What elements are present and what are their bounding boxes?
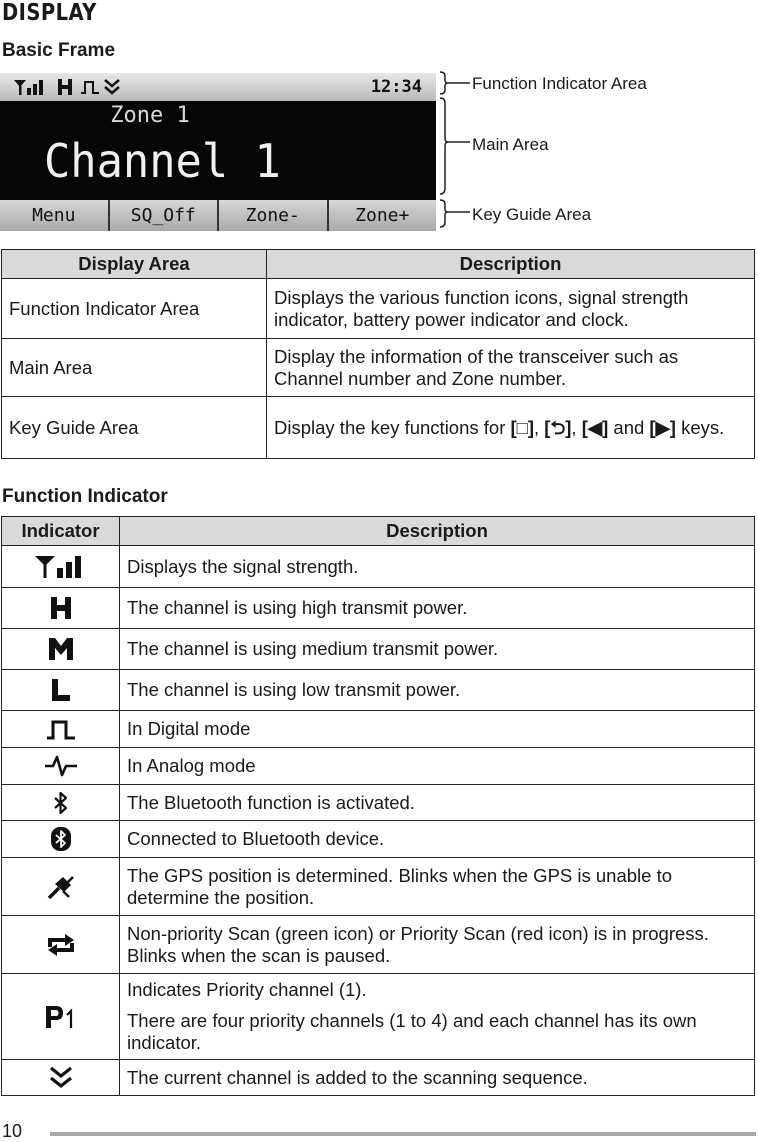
lcd-key-menu: Menu xyxy=(0,200,110,231)
description-text: Display the key functions for xyxy=(274,416,511,438)
right-key-symbol: [▶] xyxy=(649,416,676,438)
function-indicator-heading: Function Indicator xyxy=(2,486,168,507)
page-number: 10 xyxy=(2,1121,23,1141)
area-description: Display the information of the transceiver such as Channel number and Zone number. xyxy=(267,339,755,397)
scan-icon xyxy=(45,932,77,958)
table-header: Indicator xyxy=(2,517,120,546)
table-row xyxy=(2,748,755,785)
table-row xyxy=(2,785,755,821)
signal-strength-icon xyxy=(35,554,87,580)
table-row xyxy=(2,279,755,339)
indicator-description: The GPS position is determined. Blinks when the GPS is unable to determine the position. xyxy=(120,858,755,916)
scan-add-icon xyxy=(49,1066,73,1090)
lcd-channel-name: Channel 1 xyxy=(44,134,281,188)
lcd-function-indicator-area xyxy=(0,73,436,101)
table-header: Description xyxy=(267,250,755,279)
description-text: There are four priority channels (1 to 4) and each channel has its own indicator. xyxy=(127,1009,697,1053)
gps-icon xyxy=(46,873,76,901)
low-power-icon xyxy=(50,678,72,702)
table-row xyxy=(2,821,755,858)
indicator-description xyxy=(120,974,755,1060)
area-name: Key Guide Area xyxy=(2,397,267,459)
description-text: Indicates Priority channel (1). xyxy=(127,979,367,1001)
table-row xyxy=(2,711,755,748)
description-text: keys. xyxy=(675,416,725,438)
back-key-symbol: [⮌] xyxy=(544,416,572,438)
area-description: Displays the various function icons, signal strength indicator, battery power indicator and clock. xyxy=(267,279,755,339)
indicator-description: In Digital mode xyxy=(120,711,755,748)
function-indicator-table xyxy=(1,516,755,1096)
table-row xyxy=(2,629,755,670)
indicator-description: In Analog mode xyxy=(120,748,755,785)
signal-strength-icon xyxy=(14,78,54,96)
panel-key-symbol: [□] xyxy=(510,416,534,438)
callout-key-guide-area: Key Guide Area xyxy=(472,205,592,224)
table-row xyxy=(2,974,755,1060)
indicator-description: The channel is using medium transmit power. xyxy=(120,629,755,670)
area-name: Function Indicator Area xyxy=(2,279,267,339)
indicator-description: Displays the signal strength. xyxy=(120,546,755,588)
lcd-key-zone-plus: Zone+ xyxy=(355,205,410,226)
callout-function-indicator-area: Function Indicator Area xyxy=(472,74,647,93)
left-key-symbol: [◀] xyxy=(581,416,609,438)
basic-frame-heading: Basic Frame xyxy=(2,40,116,61)
table-row xyxy=(2,546,755,588)
table-row xyxy=(2,588,755,629)
table-row xyxy=(2,858,755,916)
table-row xyxy=(2,1060,755,1096)
high-power-icon xyxy=(56,78,74,96)
digital-mode-icon xyxy=(80,78,100,96)
indicator-description: The channel is using high transmit power. xyxy=(120,588,755,629)
callout-main-area: Main Area xyxy=(472,135,549,154)
indicator-description: Non-priority Scan (green icon) or Priority Scan (red icon) is in progress. Blinks when the scan is paused. xyxy=(120,916,755,974)
table-row xyxy=(2,916,755,974)
page-title: DISPLAY xyxy=(2,0,97,26)
area-description xyxy=(267,397,755,459)
lcd-key-guide-area xyxy=(0,200,436,231)
table-row xyxy=(2,339,755,397)
display-area-table xyxy=(1,249,755,459)
indicator-description: The Bluetooth function is activated. xyxy=(120,785,755,821)
bluetooth-icon xyxy=(53,791,69,815)
lcd-key-sq-off: SQ_Off xyxy=(110,200,220,231)
lcd-zone-name: Zone 1 xyxy=(110,103,190,128)
analog-mode-icon xyxy=(44,754,78,778)
indicator-description: The current channel is added to the scanning sequence. xyxy=(120,1060,755,1096)
medium-power-icon xyxy=(48,637,74,661)
separator-text: , xyxy=(571,416,582,438)
separator-text: , xyxy=(534,416,545,438)
bluetooth-connected-icon xyxy=(50,826,72,852)
priority-channel-icon xyxy=(44,1004,78,1030)
indicator-description: The channel is using low transmit power. xyxy=(120,670,755,711)
lcd-clock: 12:34 xyxy=(370,77,422,97)
callout-brackets xyxy=(436,70,472,235)
separator-text: and xyxy=(608,416,650,438)
table-header: Display Area xyxy=(2,250,267,279)
indicator-description: Connected to Bluetooth device. xyxy=(120,821,755,858)
table-row xyxy=(2,397,755,459)
table-row xyxy=(2,670,755,711)
digital-mode-icon xyxy=(46,719,76,741)
lcd-screen-illustration xyxy=(0,73,436,231)
lcd-key-zone-minus: Zone- xyxy=(219,200,329,231)
scan-add-icon xyxy=(103,78,121,96)
high-power-icon xyxy=(49,596,73,620)
area-name: Main Area xyxy=(2,339,267,397)
table-header: Description xyxy=(120,517,755,546)
footer-rule xyxy=(50,1132,756,1136)
